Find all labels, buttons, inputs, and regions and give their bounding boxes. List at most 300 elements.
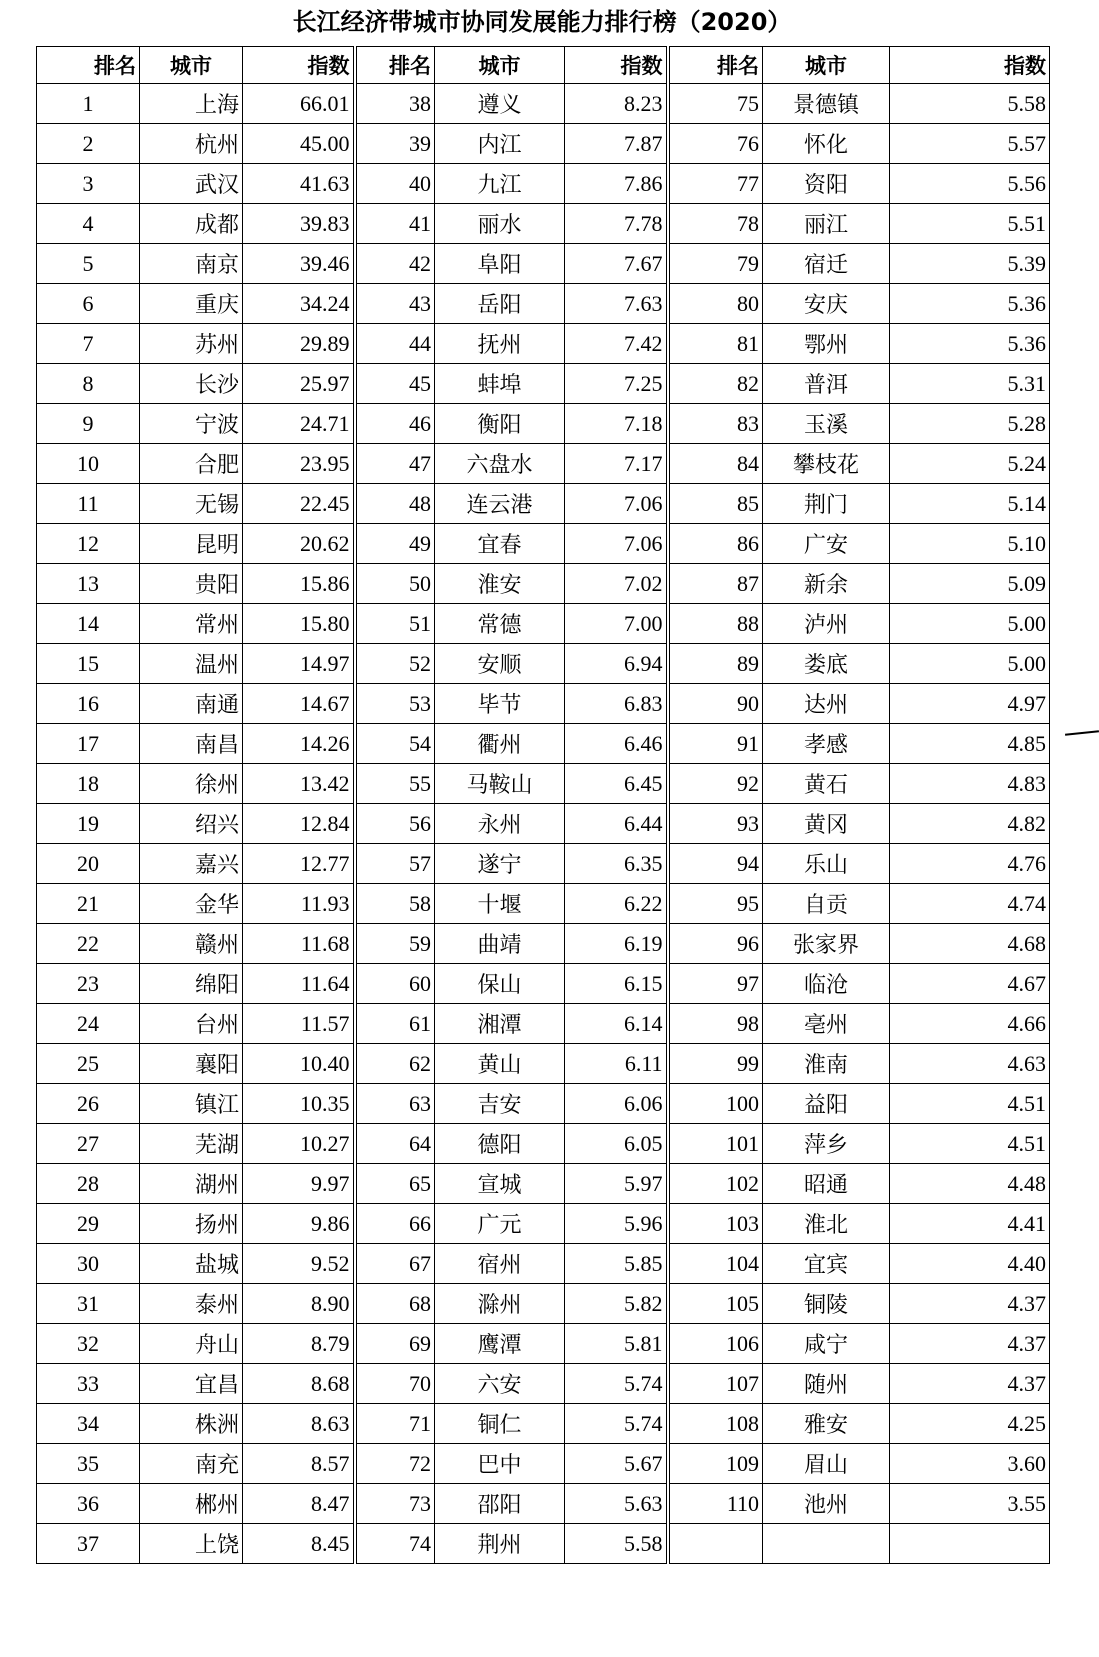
index-cell: 7.18 bbox=[565, 404, 668, 444]
index-cell: 29.89 bbox=[243, 324, 355, 364]
city-cell: 巴中 bbox=[435, 1444, 565, 1484]
rank-cell: 38 bbox=[355, 84, 435, 124]
header-cell: 城市 bbox=[763, 47, 890, 84]
city-cell: 扬州 bbox=[140, 1204, 243, 1244]
index-cell: 6.94 bbox=[565, 644, 668, 684]
rank-cell: 77 bbox=[668, 164, 763, 204]
city-cell: 新余 bbox=[763, 564, 890, 604]
rank-cell: 80 bbox=[668, 284, 763, 324]
rank-cell: 34 bbox=[37, 1404, 140, 1444]
index-cell: 6.14 bbox=[565, 1004, 668, 1044]
header-row bbox=[37, 47, 1050, 84]
city-cell: 玉溪 bbox=[763, 404, 890, 444]
index-cell: 11.64 bbox=[243, 964, 355, 1004]
rank-cell: 95 bbox=[668, 884, 763, 924]
index-cell: 5.85 bbox=[565, 1244, 668, 1284]
rank-cell: 39 bbox=[355, 124, 435, 164]
rank-cell: 104 bbox=[668, 1244, 763, 1284]
index-cell: 5.57 bbox=[890, 124, 1050, 164]
rank-cell: 58 bbox=[355, 884, 435, 924]
city-cell: 襄阳 bbox=[140, 1044, 243, 1084]
rank-cell: 98 bbox=[668, 1004, 763, 1044]
index-cell: 5.67 bbox=[565, 1444, 668, 1484]
index-cell: 25.97 bbox=[243, 364, 355, 404]
table-row bbox=[37, 1324, 1050, 1364]
city-cell: 临沧 bbox=[763, 964, 890, 1004]
rank-cell: 56 bbox=[355, 804, 435, 844]
rank-cell: 37 bbox=[37, 1524, 140, 1564]
rank-cell: 108 bbox=[668, 1404, 763, 1444]
rank-cell: 21 bbox=[37, 884, 140, 924]
rank-cell: 5 bbox=[37, 244, 140, 284]
city-cell: 无锡 bbox=[140, 484, 243, 524]
index-cell: 5.10 bbox=[890, 524, 1050, 564]
city-cell: 武汉 bbox=[140, 164, 243, 204]
rank-cell: 75 bbox=[668, 84, 763, 124]
rank-cell: 45 bbox=[355, 364, 435, 404]
rank-cell: 42 bbox=[355, 244, 435, 284]
index-cell: 4.51 bbox=[890, 1084, 1050, 1124]
city-cell: 乐山 bbox=[763, 844, 890, 884]
city-cell: 宜春 bbox=[435, 524, 565, 564]
city-cell: 成都 bbox=[140, 204, 243, 244]
city-cell: 衡阳 bbox=[435, 404, 565, 444]
rank-cell: 31 bbox=[37, 1284, 140, 1324]
rank-cell: 85 bbox=[668, 484, 763, 524]
rank-cell: 52 bbox=[355, 644, 435, 684]
city-cell: 广元 bbox=[435, 1204, 565, 1244]
index-cell: 7.42 bbox=[565, 324, 668, 364]
rank-cell: 72 bbox=[355, 1444, 435, 1484]
city-cell: 攀枝花 bbox=[763, 444, 890, 484]
index-cell: 5.56 bbox=[890, 164, 1050, 204]
rank-cell: 7 bbox=[37, 324, 140, 364]
edge-mark bbox=[1065, 730, 1099, 736]
rank-cell: 8 bbox=[37, 364, 140, 404]
city-cell: 抚州 bbox=[435, 324, 565, 364]
city-cell: 合肥 bbox=[140, 444, 243, 484]
index-cell: 24.71 bbox=[243, 404, 355, 444]
rank-cell: 99 bbox=[668, 1044, 763, 1084]
rank-cell: 17 bbox=[37, 724, 140, 764]
index-cell: 8.63 bbox=[243, 1404, 355, 1444]
index-cell: 4.40 bbox=[890, 1244, 1050, 1284]
city-cell: 长沙 bbox=[140, 364, 243, 404]
table-row bbox=[37, 1364, 1050, 1404]
rank-cell: 70 bbox=[355, 1364, 435, 1404]
city-cell: 滁州 bbox=[435, 1284, 565, 1324]
rank-cell: 86 bbox=[668, 524, 763, 564]
index-cell: 4.41 bbox=[890, 1204, 1050, 1244]
city-cell: 资阳 bbox=[763, 164, 890, 204]
table-row bbox=[37, 924, 1050, 964]
city-cell: 荆门 bbox=[763, 484, 890, 524]
table-row bbox=[37, 204, 1050, 244]
rank-cell: 54 bbox=[355, 724, 435, 764]
rank-cell: 51 bbox=[355, 604, 435, 644]
index-cell: 7.86 bbox=[565, 164, 668, 204]
table-row bbox=[37, 964, 1050, 1004]
rank-cell: 53 bbox=[355, 684, 435, 724]
index-cell: 8.57 bbox=[243, 1444, 355, 1484]
city-cell: 常德 bbox=[435, 604, 565, 644]
table-row bbox=[37, 1044, 1050, 1084]
index-cell: 4.68 bbox=[890, 924, 1050, 964]
rank-cell: 22 bbox=[37, 924, 140, 964]
table-row bbox=[37, 444, 1050, 484]
index-cell: 6.35 bbox=[565, 844, 668, 884]
city-cell: 遵义 bbox=[435, 84, 565, 124]
index-cell: 9.97 bbox=[243, 1164, 355, 1204]
city-cell: 温州 bbox=[140, 644, 243, 684]
city-cell: 张家界 bbox=[763, 924, 890, 964]
city-cell: 徐州 bbox=[140, 764, 243, 804]
city-cell: 常州 bbox=[140, 604, 243, 644]
index-cell: 5.74 bbox=[565, 1404, 668, 1444]
index-cell: 7.78 bbox=[565, 204, 668, 244]
city-cell: 绵阳 bbox=[140, 964, 243, 1004]
table-row bbox=[37, 1204, 1050, 1244]
city-cell: 自贡 bbox=[763, 884, 890, 924]
rank-cell: 96 bbox=[668, 924, 763, 964]
city-cell: 芜湖 bbox=[140, 1124, 243, 1164]
rank-cell: 60 bbox=[355, 964, 435, 1004]
index-cell: 6.19 bbox=[565, 924, 668, 964]
index-cell: 12.77 bbox=[243, 844, 355, 884]
city-cell: 湖州 bbox=[140, 1164, 243, 1204]
table-row bbox=[37, 1084, 1050, 1124]
city-cell: 赣州 bbox=[140, 924, 243, 964]
city-cell: 台州 bbox=[140, 1004, 243, 1044]
table-row bbox=[37, 564, 1050, 604]
rank-cell: 12 bbox=[37, 524, 140, 564]
city-cell: 宣城 bbox=[435, 1164, 565, 1204]
city-cell: 丽水 bbox=[435, 204, 565, 244]
index-cell: 6.06 bbox=[565, 1084, 668, 1124]
rank-cell: 83 bbox=[668, 404, 763, 444]
index-cell: 5.58 bbox=[890, 84, 1050, 124]
rank-cell: 106 bbox=[668, 1324, 763, 1364]
rank-cell: 91 bbox=[668, 724, 763, 764]
table-row bbox=[37, 404, 1050, 444]
index-cell: 15.86 bbox=[243, 564, 355, 604]
rank-cell: 88 bbox=[668, 604, 763, 644]
city-cell: 曲靖 bbox=[435, 924, 565, 964]
city-cell: 雅安 bbox=[763, 1404, 890, 1444]
rank-cell: 11 bbox=[37, 484, 140, 524]
rank-cell: 43 bbox=[355, 284, 435, 324]
city-cell: 毕节 bbox=[435, 684, 565, 724]
city-cell: 九江 bbox=[435, 164, 565, 204]
city-cell: 黄冈 bbox=[763, 804, 890, 844]
table-row bbox=[37, 884, 1050, 924]
index-cell: 45.00 bbox=[243, 124, 355, 164]
index-cell: 14.97 bbox=[243, 644, 355, 684]
index-cell: 3.60 bbox=[890, 1444, 1050, 1484]
city-cell: 铜仁 bbox=[435, 1404, 565, 1444]
rank-cell: 69 bbox=[355, 1324, 435, 1364]
city-cell: 淮安 bbox=[435, 564, 565, 604]
city-cell: 益阳 bbox=[763, 1084, 890, 1124]
index-cell: 4.37 bbox=[890, 1364, 1050, 1404]
rank-cell: 1 bbox=[37, 84, 140, 124]
rank-cell: 20 bbox=[37, 844, 140, 884]
city-cell: 宜昌 bbox=[140, 1364, 243, 1404]
city-cell: 镇江 bbox=[140, 1084, 243, 1124]
rank-cell: 97 bbox=[668, 964, 763, 1004]
rank-cell: 109 bbox=[668, 1444, 763, 1484]
rank-cell: 32 bbox=[37, 1324, 140, 1364]
index-cell: 9.52 bbox=[243, 1244, 355, 1284]
table-row bbox=[37, 244, 1050, 284]
city-cell: 池州 bbox=[763, 1484, 890, 1524]
index-cell: 6.05 bbox=[565, 1124, 668, 1164]
index-cell: 3.55 bbox=[890, 1484, 1050, 1524]
index-cell: 7.25 bbox=[565, 364, 668, 404]
index-cell: 7.06 bbox=[565, 484, 668, 524]
index-cell: 6.15 bbox=[565, 964, 668, 1004]
index-cell: 5.63 bbox=[565, 1484, 668, 1524]
index-cell: 8.68 bbox=[243, 1364, 355, 1404]
table-row bbox=[37, 84, 1050, 124]
table-row bbox=[37, 1484, 1050, 1524]
index-cell: 5.82 bbox=[565, 1284, 668, 1324]
rank-cell: 23 bbox=[37, 964, 140, 1004]
city-cell: 铜陵 bbox=[763, 1284, 890, 1324]
city-cell: 达州 bbox=[763, 684, 890, 724]
city-cell: 保山 bbox=[435, 964, 565, 1004]
city-cell: 亳州 bbox=[763, 1004, 890, 1044]
index-cell: 6.83 bbox=[565, 684, 668, 724]
empty-cell bbox=[763, 1524, 890, 1564]
city-cell: 鄂州 bbox=[763, 324, 890, 364]
city-cell: 随州 bbox=[763, 1364, 890, 1404]
rank-cell: 15 bbox=[37, 644, 140, 684]
city-cell: 景德镇 bbox=[763, 84, 890, 124]
index-cell: 6.11 bbox=[565, 1044, 668, 1084]
rank-cell: 89 bbox=[668, 644, 763, 684]
header-cell: 指数 bbox=[890, 47, 1050, 84]
rank-cell: 33 bbox=[37, 1364, 140, 1404]
index-cell: 8.45 bbox=[243, 1524, 355, 1564]
rank-cell: 29 bbox=[37, 1204, 140, 1244]
ranking-table bbox=[36, 46, 1050, 1564]
empty-cell bbox=[668, 1524, 763, 1564]
table-row bbox=[37, 1444, 1050, 1484]
index-cell: 12.84 bbox=[243, 804, 355, 844]
city-cell: 黄山 bbox=[435, 1044, 565, 1084]
index-cell: 5.58 bbox=[565, 1524, 668, 1564]
table-row bbox=[37, 804, 1050, 844]
rank-cell: 100 bbox=[668, 1084, 763, 1124]
table-row bbox=[37, 484, 1050, 524]
index-cell: 7.00 bbox=[565, 604, 668, 644]
rank-cell: 110 bbox=[668, 1484, 763, 1524]
city-cell: 娄底 bbox=[763, 644, 890, 684]
rank-cell: 35 bbox=[37, 1444, 140, 1484]
index-cell: 5.39 bbox=[890, 244, 1050, 284]
rank-cell: 94 bbox=[668, 844, 763, 884]
rank-cell: 102 bbox=[668, 1164, 763, 1204]
index-cell: 10.40 bbox=[243, 1044, 355, 1084]
city-cell: 丽江 bbox=[763, 204, 890, 244]
city-cell: 南通 bbox=[140, 684, 243, 724]
city-cell: 怀化 bbox=[763, 124, 890, 164]
index-cell: 4.83 bbox=[890, 764, 1050, 804]
rank-cell: 19 bbox=[37, 804, 140, 844]
index-cell: 8.90 bbox=[243, 1284, 355, 1324]
rank-cell: 101 bbox=[668, 1124, 763, 1164]
index-cell: 5.09 bbox=[890, 564, 1050, 604]
table-row bbox=[37, 1164, 1050, 1204]
rank-cell: 61 bbox=[355, 1004, 435, 1044]
rank-cell: 78 bbox=[668, 204, 763, 244]
index-cell: 7.67 bbox=[565, 244, 668, 284]
rank-cell: 28 bbox=[37, 1164, 140, 1204]
header-cell: 指数 bbox=[565, 47, 668, 84]
rank-cell: 63 bbox=[355, 1084, 435, 1124]
index-cell: 9.86 bbox=[243, 1204, 355, 1244]
rank-cell: 82 bbox=[668, 364, 763, 404]
header-cell: 城市 bbox=[435, 47, 565, 84]
header-cell: 排名 bbox=[668, 47, 763, 84]
index-cell: 11.57 bbox=[243, 1004, 355, 1044]
rank-cell: 62 bbox=[355, 1044, 435, 1084]
index-cell: 6.44 bbox=[565, 804, 668, 844]
table-row bbox=[37, 764, 1050, 804]
rank-cell: 50 bbox=[355, 564, 435, 604]
city-cell: 淮北 bbox=[763, 1204, 890, 1244]
city-cell: 蚌埠 bbox=[435, 364, 565, 404]
rank-cell: 87 bbox=[668, 564, 763, 604]
table-row bbox=[37, 124, 1050, 164]
rank-cell: 27 bbox=[37, 1124, 140, 1164]
index-cell: 5.36 bbox=[890, 324, 1050, 364]
index-cell: 8.79 bbox=[243, 1324, 355, 1364]
city-cell: 鹰潭 bbox=[435, 1324, 565, 1364]
rank-cell: 74 bbox=[355, 1524, 435, 1564]
index-cell: 5.96 bbox=[565, 1204, 668, 1244]
rank-cell: 67 bbox=[355, 1244, 435, 1284]
city-cell: 重庆 bbox=[140, 284, 243, 324]
rank-cell: 57 bbox=[355, 844, 435, 884]
city-cell: 普洱 bbox=[763, 364, 890, 404]
city-cell: 孝感 bbox=[763, 724, 890, 764]
table-row bbox=[37, 1244, 1050, 1284]
city-cell: 宿迁 bbox=[763, 244, 890, 284]
index-cell: 14.67 bbox=[243, 684, 355, 724]
rank-cell: 2 bbox=[37, 124, 140, 164]
city-cell: 南充 bbox=[140, 1444, 243, 1484]
index-cell: 11.68 bbox=[243, 924, 355, 964]
city-cell: 苏州 bbox=[140, 324, 243, 364]
index-cell: 7.63 bbox=[565, 284, 668, 324]
index-cell: 5.28 bbox=[890, 404, 1050, 444]
city-cell: 萍乡 bbox=[763, 1124, 890, 1164]
table-row bbox=[37, 1404, 1050, 1444]
table-row bbox=[37, 1124, 1050, 1164]
index-cell: 5.81 bbox=[565, 1324, 668, 1364]
city-cell: 宜宾 bbox=[763, 1244, 890, 1284]
rank-cell: 105 bbox=[668, 1284, 763, 1324]
city-cell: 绍兴 bbox=[140, 804, 243, 844]
rank-cell: 79 bbox=[668, 244, 763, 284]
city-cell: 宿州 bbox=[435, 1244, 565, 1284]
index-cell: 4.37 bbox=[890, 1324, 1050, 1364]
index-cell: 7.17 bbox=[565, 444, 668, 484]
index-cell: 5.36 bbox=[890, 284, 1050, 324]
index-cell: 10.27 bbox=[243, 1124, 355, 1164]
rank-cell: 47 bbox=[355, 444, 435, 484]
rank-cell: 65 bbox=[355, 1164, 435, 1204]
rank-cell: 59 bbox=[355, 924, 435, 964]
rank-cell: 24 bbox=[37, 1004, 140, 1044]
city-cell: 连云港 bbox=[435, 484, 565, 524]
city-cell: 十堰 bbox=[435, 884, 565, 924]
index-cell: 11.93 bbox=[243, 884, 355, 924]
rank-cell: 107 bbox=[668, 1364, 763, 1404]
header-cell: 指数 bbox=[243, 47, 355, 84]
index-cell: 66.01 bbox=[243, 84, 355, 124]
city-cell: 舟山 bbox=[140, 1324, 243, 1364]
index-cell: 6.45 bbox=[565, 764, 668, 804]
index-cell: 34.24 bbox=[243, 284, 355, 324]
city-cell: 淮南 bbox=[763, 1044, 890, 1084]
rank-cell: 48 bbox=[355, 484, 435, 524]
city-cell: 宁波 bbox=[140, 404, 243, 444]
rank-cell: 44 bbox=[355, 324, 435, 364]
city-cell: 上海 bbox=[140, 84, 243, 124]
index-cell: 6.22 bbox=[565, 884, 668, 924]
city-cell: 泰州 bbox=[140, 1284, 243, 1324]
city-cell: 株洲 bbox=[140, 1404, 243, 1444]
rank-cell: 6 bbox=[37, 284, 140, 324]
rank-cell: 4 bbox=[37, 204, 140, 244]
rank-cell: 41 bbox=[355, 204, 435, 244]
index-cell: 5.00 bbox=[890, 604, 1050, 644]
index-cell: 6.46 bbox=[565, 724, 668, 764]
rank-cell: 26 bbox=[37, 1084, 140, 1124]
table-row bbox=[37, 284, 1050, 324]
table-row bbox=[37, 324, 1050, 364]
city-cell: 内江 bbox=[435, 124, 565, 164]
index-cell: 4.37 bbox=[890, 1284, 1050, 1324]
index-cell: 41.63 bbox=[243, 164, 355, 204]
city-cell: 安顺 bbox=[435, 644, 565, 684]
index-cell: 4.74 bbox=[890, 884, 1050, 924]
rank-cell: 9 bbox=[37, 404, 140, 444]
table-row bbox=[37, 364, 1050, 404]
table-row bbox=[37, 604, 1050, 644]
city-cell: 上饶 bbox=[140, 1524, 243, 1564]
index-cell: 22.45 bbox=[243, 484, 355, 524]
index-cell: 7.87 bbox=[565, 124, 668, 164]
city-cell: 咸宁 bbox=[763, 1324, 890, 1364]
table-row bbox=[37, 644, 1050, 684]
index-cell: 10.35 bbox=[243, 1084, 355, 1124]
index-cell: 4.67 bbox=[890, 964, 1050, 1004]
index-cell: 4.97 bbox=[890, 684, 1050, 724]
index-cell: 5.31 bbox=[890, 364, 1050, 404]
city-cell: 吉安 bbox=[435, 1084, 565, 1124]
header-cell: 城市 bbox=[140, 47, 243, 84]
index-cell: 5.24 bbox=[890, 444, 1050, 484]
rank-cell: 16 bbox=[37, 684, 140, 724]
city-cell: 阜阳 bbox=[435, 244, 565, 284]
table-row bbox=[37, 1004, 1050, 1044]
index-cell: 5.14 bbox=[890, 484, 1050, 524]
city-cell: 昭通 bbox=[763, 1164, 890, 1204]
